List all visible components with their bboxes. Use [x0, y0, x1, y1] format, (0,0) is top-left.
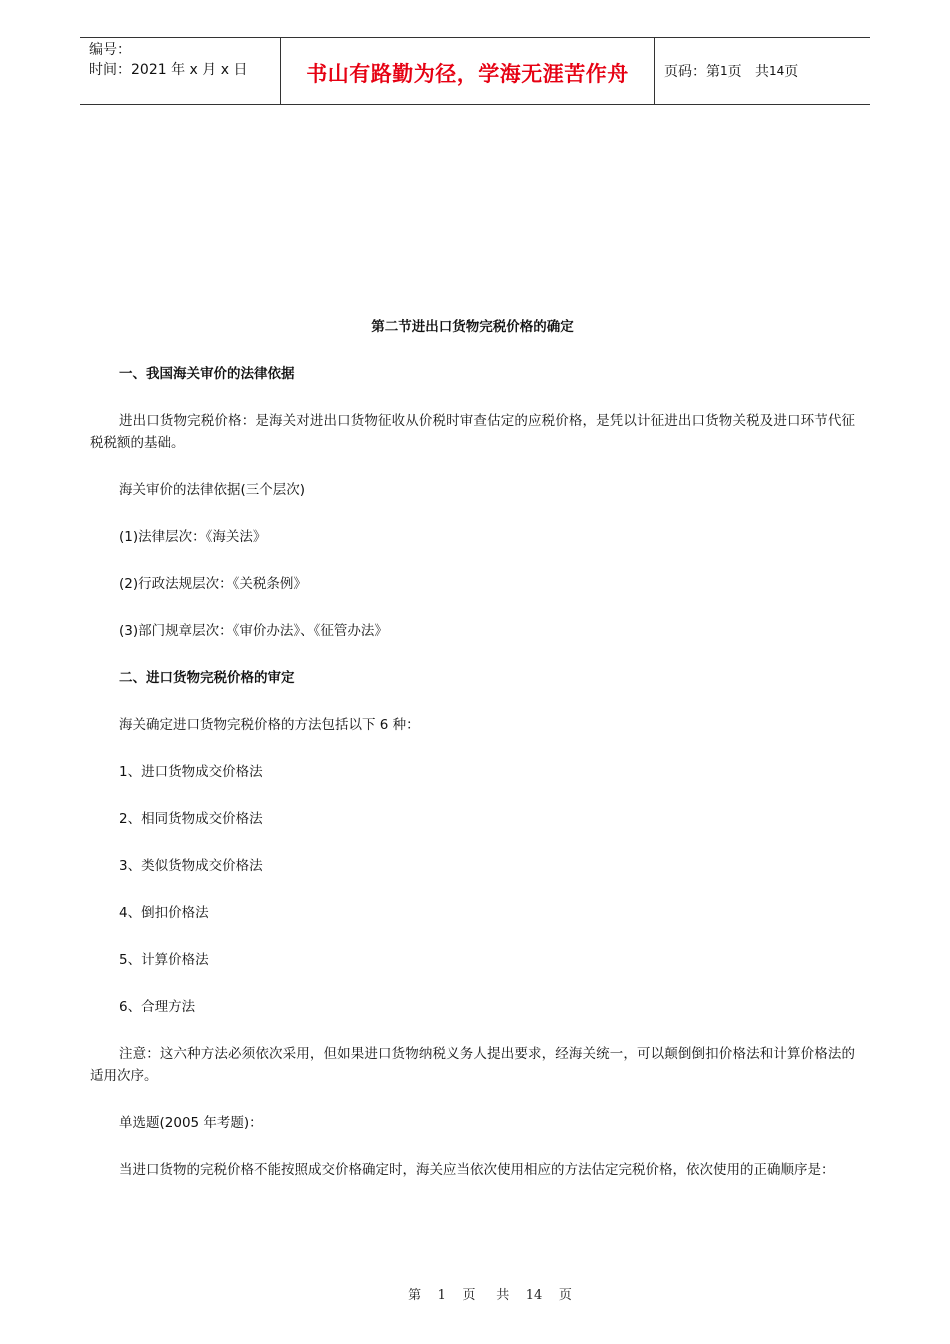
footer-page-total: 14	[525, 1288, 543, 1303]
page-mid-label: 页 共	[727, 64, 769, 80]
method-item: 5、计算价格法	[119, 952, 209, 968]
paragraph-question: 当进口货物的完税价格不能按照成交价格确定时，海关应当依次使用相应的方法估定完税价格，依次使用的正确顺序是：	[119, 1162, 835, 1178]
paragraph-law-level: (1)法律层次：《海关法》	[119, 529, 267, 545]
method-item: 2、相同货物成交价格法	[119, 811, 263, 827]
section-title: 第二节进出口货物完税价格的确定	[371, 319, 574, 335]
serial-number-label: 编号：	[89, 42, 131, 58]
paragraph-methods-intro: 海关确定进口货物完税价格的方法包括以下 6 种：	[119, 717, 420, 733]
header-meta	[80, 38, 281, 104]
paragraph-note: 注意：这六种方法必须依次采用，但如果进口货物纳税义务人提出要求，经海关统一，可以颠倒倒扣价格法和计算价格法的适用次序。	[90, 1046, 855, 1084]
header-motto-cell	[281, 38, 655, 104]
method-item: 1、进口货物成交价格法	[119, 764, 263, 780]
paragraph-legal-levels: 海关审价的法律依据(三个层次)	[119, 482, 306, 498]
header-page-info	[655, 38, 870, 104]
page-total: 14	[769, 64, 785, 78]
page-label: 页码：第	[664, 64, 720, 80]
footer-text-c: 共	[496, 1288, 510, 1303]
method-item: 4、倒扣价格法	[119, 905, 209, 921]
paragraph-regulation-level: (2)行政法规层次：《关税条例》	[119, 576, 307, 592]
heading-import-valuation: 二、进口货物完税价格的审定	[119, 670, 295, 686]
footer-text-d: 页	[558, 1288, 572, 1303]
date-label: 时间：2021 年 x 月 x 日	[89, 62, 248, 78]
footer-text-b: 页	[462, 1288, 476, 1303]
paragraph-rules-level: (3)部门规章层次：《审价办法》、《征管办法》	[119, 623, 388, 639]
motto-text: 书山有路勤为径，学海无涯苦作舟	[306, 61, 629, 86]
document-body	[90, 316, 855, 1206]
method-item: 3、类似货物成交价格法	[119, 858, 263, 874]
page-header	[80, 37, 870, 105]
paragraph-exam-label: 单选题(2005 年考题)：	[119, 1115, 263, 1131]
paragraph-definition: 进出口货物完税价格：是海关对进出口货物征收从价税时审查估定的应税价格，是凭以计征进出口货物关税及进口环节代征税税额的基础。	[90, 413, 855, 451]
footer-page-current: 1	[437, 1288, 446, 1303]
page-end-label: 页	[784, 64, 799, 80]
footer-text-a: 第	[408, 1288, 422, 1303]
page-current: 1	[720, 64, 728, 78]
method-item: 6、合理方法	[119, 999, 196, 1015]
page-footer	[0, 1284, 950, 1303]
heading-legal-basis: 一、我国海关审价的法律依据	[119, 366, 295, 382]
